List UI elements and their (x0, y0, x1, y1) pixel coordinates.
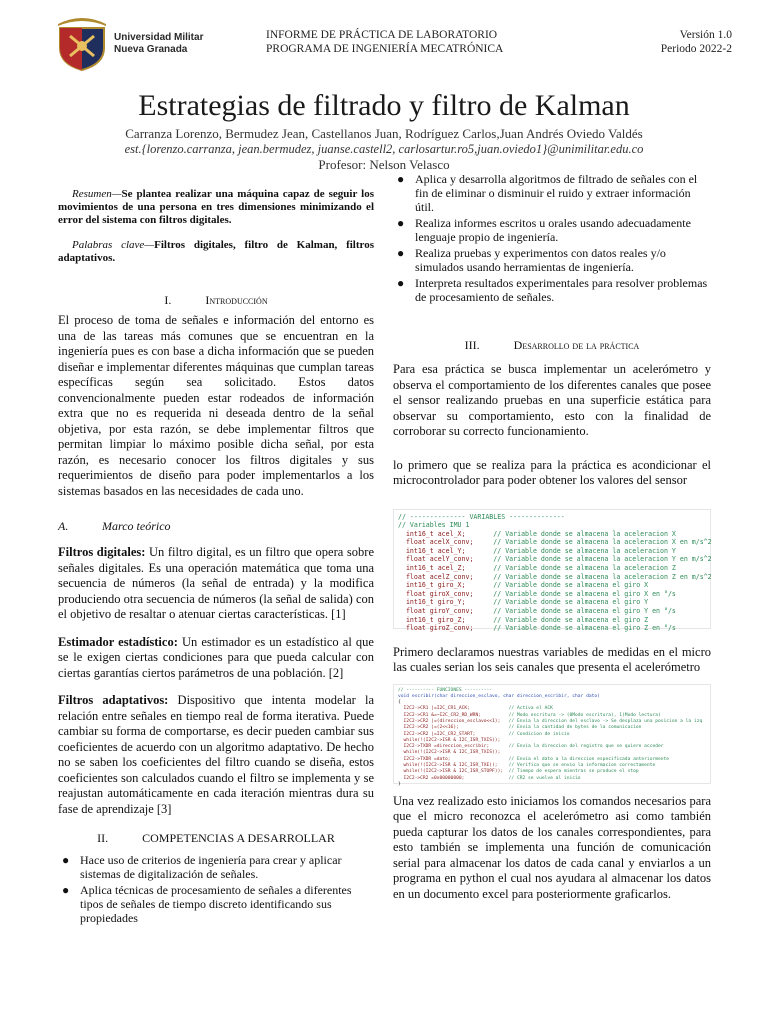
bullet-icon: ● (62, 853, 70, 867)
code-comment: // Variable donde se almacena el giro Z en °/s (493, 624, 676, 633)
code-line: { (398, 700, 401, 706)
report-header (266, 28, 506, 56)
definition-text: Un filtro digital, es un filtro que opera sobre señales digitales. Es una operación matemática que toma una secuencia de números (la señal de entrada) y la modifica produciendo otra secuencia de números (la señal de salida) con el objetivo de resaltar o atenuar ciertas características. [1] (58, 545, 375, 621)
code-comment: // Variable donde se almacena el giro X (493, 581, 649, 590)
code-comment: // Condicion de inicio (508, 731, 570, 737)
code-line: // ---------- FUNCIONES ---------- (398, 687, 493, 693)
code-comment: // Variable donde se almacena la aceleracion Y (493, 546, 676, 555)
section-title: Desarrollo de la práctica (513, 338, 640, 352)
code-declaration: int16_t acel_Y; (398, 546, 494, 555)
code-line (398, 624, 706, 633)
code-line (398, 530, 706, 539)
code-comment: // Variable donde se almacena el giro Y (493, 598, 649, 607)
logo-line-2: Nueva Granada (114, 44, 188, 55)
abstract-text: Se plantea realizar una máquina capaz de seguir los movimientos de una persona en tres dimensiones minimizando el error del sistema con filtros digitales. (58, 188, 374, 226)
logo-line-1: Universidad Militar (114, 32, 204, 43)
bullet-icon: ● (397, 246, 405, 260)
code-declaration: while(!(I2C2->ISR & I2C_ISR_STOPF)); (398, 769, 509, 775)
bullet-icon: ● (397, 216, 405, 230)
code-declaration: I2C2->CR2 =0x00000000; (398, 775, 509, 781)
code-declaration: I2C2->CR2 |=I2C_CR2_START; (398, 731, 509, 737)
section-title: COMPETENCIAS A DESARROLLAR (142, 831, 335, 845)
code-declaration: int16_t giro_X; (398, 581, 494, 590)
desarrollo-paragraph-2: lo primero que se realiza para la práctica es acondicionar el microcontrolador para poder obtener los valores del sensor (393, 457, 711, 487)
code-comment: // Modo escritura -> (0Modo escritura), 1(Modo lectura) (508, 712, 661, 718)
code-comment: // Envia el dato a la direccion especificada anteriormente (508, 756, 670, 762)
code-declaration: I2C2->CR1 |=I2C_CR1_ACK; (398, 706, 509, 712)
code-declaration: int16_t giro_Y; (398, 598, 494, 607)
subsection-heading-marco (58, 519, 374, 533)
definition-adaptive-filters (58, 693, 374, 817)
code-comment: // CR2 se vuelve al inicio (508, 775, 581, 781)
desarrollo-paragraph-3: Primero declaramos nuestras variables de medidas en el micro las cuales serian los seis canales que presenta el acelerómetro (393, 644, 711, 674)
code-declaration: I2C2->TXDR =direccion_escribir; (398, 744, 509, 750)
code-declaration: while(!(I2C2->ISR & I2C_ISR_TXIS)); (398, 750, 509, 756)
definition-text: Un estimador es un estadístico al que se le exigen ciertas condiciones para que pueda calcular con ciertas garantías ciertos parámetros de una población. [2] (58, 634, 374, 680)
list-item: ● Realiza pruebas y experimentos con datos reales y/o simulados usando herramientas de ingeniería. (397, 246, 666, 274)
code-line: // Variables IMU 1 (398, 521, 470, 530)
code-declaration: I2C2->CR2 |=(2<<16); (398, 725, 509, 731)
code-comment: // Envia la direccion del esclavo -> Se desplaza una posicion a la izq (508, 718, 703, 724)
section-title: Introducción (205, 293, 268, 307)
desarrollo-paragraph-4: Una vez realizado esto iniciamos los comandos necesarios para que el micro reconozca el acelerómetro asi como también pueda capturar los datos de los canales correspondientes, para esto también se implementa una función de comunicación serial para almacenar los datos de cada canal y enviarlos a un programa en python el cual nos ayudara al almacenar los datos en un documento excel para posteriormente graficarlos. (393, 793, 711, 901)
bullet-icon: ● (397, 172, 405, 186)
code-lines (398, 529, 712, 633)
code-comment: // Variable donde se almacena la aceleracion Z en m/s^2 (493, 572, 712, 581)
abstract-label: Resumen (72, 188, 112, 200)
competencias-list-right (393, 172, 711, 304)
list-item: ● Interpreta resultados experimentales para resolver problemas de procesamiento de señales. (397, 276, 708, 304)
code-declaration: int16_t acel_Z; (398, 564, 494, 573)
code-comment: // Variable donde se almacena la aceleracion X (493, 529, 676, 538)
author-emails: est.{lorenzo.carranza, jean.bermudez, juanse.castell2, carlosartur.ro5,juan.oviedo1}@unimilitar.edu.co (124, 142, 644, 156)
code-comment: // Tiempo de espera mientras se produce el stop (508, 769, 639, 775)
list-item: ● Aplica y desarrolla algoritmos de filtrado de señales con el fin de eliminar o disminuir el ruido y extraer información útil. (397, 172, 698, 214)
code-line (398, 581, 706, 590)
code-line (398, 607, 706, 616)
abstract: Resumen—Se plantea realizar una máquina capaz de seguir los movimientos de una persona en tres dimensiones minimizando el error del sistema con filtros digitales. (58, 188, 374, 226)
section-number: I. (164, 293, 172, 307)
version: Versión 1.0 (679, 29, 732, 41)
code-comment: // Variable donde se almacena la aceleracion X en m/s^2 (493, 538, 712, 547)
code-lines (398, 706, 706, 782)
code-comment: // Variable donde se almacena el giro Y en °/s (493, 607, 676, 616)
section-heading-intro (58, 293, 374, 307)
program-name: PROGRAMA DE INGENIERÍA MECATRÓNICA (266, 43, 504, 55)
section-heading-desarrollo (393, 338, 711, 352)
code-declaration: while(!(I2C2->ISR & I2C_ISR_TXE)); (398, 763, 509, 769)
authors: Carranza Lorenzo, Bermudez Jean, Castellanos Juan, Rodríguez Carlos,Juan Andrés Oviedo Valdés (125, 126, 643, 141)
definition-term: Estimador estadístico: (58, 634, 178, 649)
university-name (114, 32, 203, 56)
code-declaration: I2C2->CR1 &=~I2C_CR2_RD_WRN; (398, 712, 509, 718)
section-number: II. (97, 831, 109, 845)
university-logo (56, 12, 204, 74)
code-line (398, 538, 712, 547)
code-declaration: I2C2->TXDR =dato; (398, 756, 509, 762)
definition-statistical-estimator (58, 635, 374, 682)
code-comment: // Variable donde se almacena la aceleracion Y en m/s^2 (493, 555, 712, 564)
version-block (612, 28, 732, 56)
code-comment: // Envia la cantidad de bytes de la comunicacion (508, 725, 642, 731)
code-line: // -------------- VARIABLES -------------- (398, 512, 565, 521)
keywords: Palabras clave—Filtros digitales, filtro de Kalman, filtros adaptativos. (58, 239, 374, 264)
keywords-label: Palabras clave (72, 239, 145, 251)
subsection-title: Marco teórico (102, 519, 171, 533)
definition-term: Filtros adaptativos: (58, 693, 169, 707)
list-item: ● Hace uso de criterios de ingeniería para crear y aplicar sistemas de digitalización de señales. (62, 853, 342, 881)
code-declaration: float giroX_conv; (398, 589, 494, 598)
code-comment: // Verifica que se envio la informacion correctamente (508, 763, 656, 769)
code-line: } (398, 781, 401, 787)
bullet-icon: ● (62, 883, 70, 897)
list-item: ● Aplica técnicas de procesamiento de señales a diferentes tipos de señales de tiempo discreto identificando sus propiedades (62, 883, 352, 925)
subsection-number: A. (58, 519, 69, 533)
code-comment: // Envia la direccion del registro que se quiere acceder (508, 744, 664, 750)
code-line (398, 598, 706, 607)
code-comment: // Variable donde se almacena la aceleracion Z (493, 564, 676, 573)
code-declaration: float acelX_conv; (398, 538, 494, 547)
report-type: INFORME DE PRÁCTICA DE LABORATORIO (266, 29, 498, 41)
code-declaration: float giroZ_conv; (398, 624, 494, 633)
code-declaration: float acelZ_conv; (398, 572, 494, 581)
code-declaration: int16_t acel_X; (398, 529, 494, 538)
code-line (398, 547, 706, 556)
definition-text: Dispositivo que intenta modelar la relación entre señales en tiempo real de forma iterativa. Puede cambiar su forma de comportarse, es decir pueden cambiar sus coeficientes de acuerdo con un algoritmo adaptativo. De hecho no se saben los coeficientes del filtro cuando se diseña, estos coeficientes son calculados cuando el filtro se implementa y se reajustan automáticamente en cada iteración mientras dura su fase de aprendizaje [3] (58, 693, 374, 816)
list-item: ● Realiza informes escritos u orales usando adecuadamente lenguaje propio de ingeniería. (397, 216, 691, 244)
section-heading-competencias (58, 831, 374, 845)
definition-term: Filtros digitales: (58, 545, 146, 559)
code-snippet-variables (393, 509, 712, 633)
competencias-list-left (58, 853, 374, 925)
code-declaration: while(!(I2C2->ISR & I2C_ISR_TXIS)); (398, 737, 509, 743)
desarrollo-paragraph-1: Para esa práctica se busca implementar un acelerómetro y observa el comportamiento de los diferentes canales que posee el sensor realizando pruebas en una superficie estática para observar su comportamiento, esto con la finalidad de corroborar su correcto funcionamiento. (393, 362, 711, 438)
keywords-text: Filtros digitales, filtro de Kalman, filtros adaptativos. (58, 239, 374, 264)
section-number: III. (464, 338, 480, 352)
university-shield-icon (56, 12, 108, 72)
professor: Profesor: Nelson Velasco (318, 157, 450, 172)
intro-paragraph: El proceso de toma de señales e información del entorno es una de las tareas más comunes que se encuentran en la ingeniería pues es con base a dicha información que se pueden diseñar e implementar diferentes máquinas que cumplan tareas específicas según sea solicitado. Estos datos convencionalmente pueden estar rodeados de información extra que no es requerida ni deseada dentro de la señal objetiva, por esta razón, se debe implementar filtros que permitan limpiar lo máximo posible dicha señal, por esta razón, es necesario conocer los filtros digitales y sus requerimientos de diseño para poder implementarlos a los sistemas basados en las necesidades de cada uno. (58, 313, 374, 498)
code-declaration: I2C2->CR2 |=(direccion_esclavo<<1); (398, 718, 509, 724)
code-line (398, 555, 712, 564)
code-comment: // Variable donde se almacena el giro Z (493, 615, 649, 624)
code-snippet-functions (393, 684, 711, 787)
code-line (398, 616, 706, 625)
code-line (398, 564, 706, 573)
right-column (393, 172, 711, 902)
paper-title: Estrategias de filtrado y filtro de Kalman (138, 89, 630, 122)
period: Periodo 2022-2 (660, 43, 732, 55)
code-line: void escribir(char direccion_esclavo, char direccion_escribir, char dato) (398, 693, 600, 699)
definition-digital-filters (58, 545, 374, 623)
code-line (398, 572, 712, 582)
code-comment: // Activa el ACK (508, 706, 553, 712)
code-line (398, 590, 706, 599)
code-declaration: float acelY_conv; (398, 555, 494, 564)
code-declaration: float giroY_conv; (398, 607, 494, 616)
code-comment: // Variable donde se almacena el giro X en °/s (493, 589, 676, 598)
code-declaration: int16_t giro_Z; (398, 615, 494, 624)
left-column (58, 188, 374, 927)
bullet-icon: ● (397, 276, 405, 290)
